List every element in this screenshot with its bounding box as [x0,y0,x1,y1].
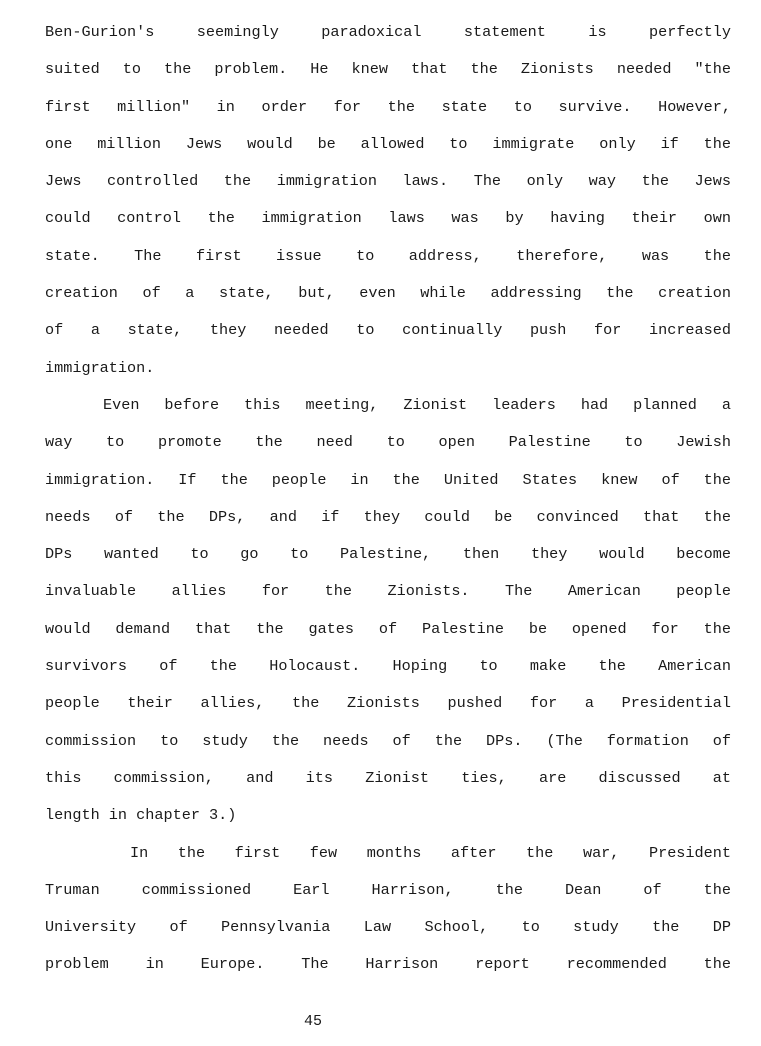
text-line: immigration. [45,358,155,377]
text-line: survivors of the Holocaust. Hoping to make the American [45,657,731,676]
text-line: this commission, and its Zionist ties, are discussed at [45,768,731,787]
text-line: suited to the problem. He knew that the Zionists needed "the [45,60,731,79]
text-line: In the first few months after the war, President [130,843,731,862]
text-line: invaluable allies for the Zionists. The American people [45,582,731,601]
document-page [45,18,731,988]
text-line: of a state, they needed to continually push for increased [45,321,731,340]
text-line: problem in Europe. The Harrison report recommended the [45,955,731,974]
text-line: length in chapter 3.) [45,806,237,825]
text-line: Ben-Gurion's seemingly paradoxical statement is perfectly [45,23,731,41]
page-number: 45 [303,1013,322,1030]
text-line: needs of the DPs, and if they could be convinced that the [45,507,731,526]
text-line: immigration. If the people in the United States knew of the [45,470,731,489]
text-line: Even before this meeting, Zionist leaders had planned a [103,395,731,414]
text-line: Truman commissioned Earl Harrison, the Dean of the [45,880,731,899]
text-line: state. The first issue to address, therefore, was the [45,246,731,265]
text-line: Jews controlled the immigration laws. The only way the Jews [45,172,731,191]
text-line: creation of a state, but, even while addressing the creation [45,284,731,303]
text-line: DPs wanted to go to Palestine, then they would become [45,545,731,564]
paragraph-1 [45,18,731,391]
text-line: people their allies, the Zionists pushed for a Presidential [45,694,731,713]
text-line: one million Jews would be allowed to immigrate only if the [45,134,731,153]
text-line: would demand that the gates of Palestine be opened for the [45,619,731,638]
text-line: first million" in order for the state to survive. However, [45,97,731,116]
paragraph-3 [45,839,731,988]
text-line: way to promote the need to open Palestine to Jewish [45,433,731,452]
text-line: could control the immigration laws was by having their own [45,209,731,228]
text-line: commission to study the needs of the DPs. (The formation of [45,731,731,750]
text-line: University of Pennsylvania Law School, to study the DP [45,918,731,937]
paragraph-2 [45,391,731,839]
